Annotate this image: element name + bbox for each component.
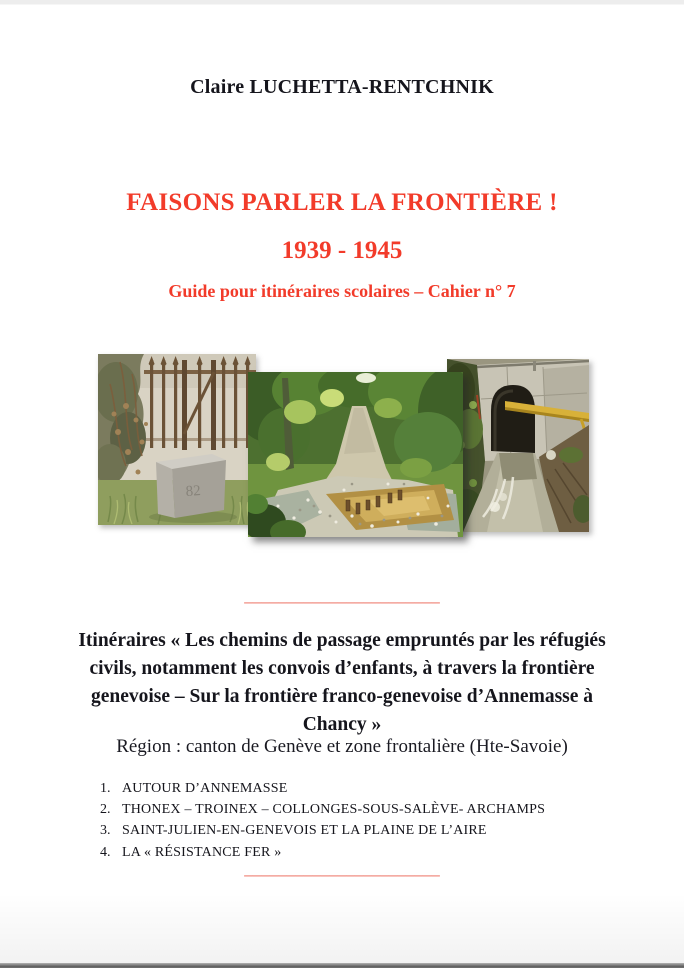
route-number: 3. xyxy=(100,823,111,839)
route-item xyxy=(100,799,620,820)
photo-culvert-stream xyxy=(447,359,589,532)
author-name: Claire LUCHETTA-RENTCHNIK xyxy=(190,76,494,98)
route-number: 2. xyxy=(100,802,111,818)
route-label: LA « RÉSISTANCE FER » xyxy=(122,844,282,860)
itinerary-line: civils, notamment les convois d’enfants, à travers la frontière xyxy=(89,658,595,679)
route-number: 4. xyxy=(100,844,111,860)
region-line: Région : canton de Genève et zone frontalière (Hte-Savoie) xyxy=(116,736,568,757)
photo-forest-creek xyxy=(248,372,463,537)
route-label: THONEX – TROINEX – COLLONGES-SOUS-SALÈVE- ARCHAMPS xyxy=(122,802,546,818)
route-number: 1. xyxy=(100,781,111,796)
red-separator-bottom: _______________________ xyxy=(244,859,440,878)
itinerary-description xyxy=(0,627,684,739)
svg-text:82: 82 xyxy=(185,482,202,500)
itinerary-line: Itinéraires « Les chemins de passage empruntés par les réfugiés xyxy=(78,630,606,651)
forest-creek-image xyxy=(248,372,463,537)
itinerary-line: genevoise – Sur la frontière franco-genevoise d’Annemasse à xyxy=(90,686,594,707)
route-item xyxy=(100,820,620,841)
route-label: SAINT-JULIEN-EN-GENEVOIS ET LA PLAINE DE L’AIRE xyxy=(122,823,487,839)
route-item xyxy=(100,778,620,799)
page-bottom-edge xyxy=(0,963,684,968)
itinerary-line: Chancy » xyxy=(302,714,382,735)
route-list xyxy=(100,778,620,863)
document-title: FAISONS PARLER LA FRONTIÈRE ! xyxy=(126,189,558,216)
red-separator-top: _______________________ xyxy=(244,586,440,605)
page-top-edge xyxy=(0,0,684,5)
date-range: 1939 - 1945 xyxy=(281,237,403,264)
culvert-stream-image xyxy=(447,359,589,532)
photo-boundary-stone xyxy=(98,354,256,525)
route-label: AUTOUR D’ANNEMASSE xyxy=(122,781,288,796)
boundary-stone-image xyxy=(98,354,256,525)
document-subtitle: Guide pour itinéraires scolaires – Cahier n° 7 xyxy=(168,281,516,301)
page-bottom-shade xyxy=(0,893,684,963)
